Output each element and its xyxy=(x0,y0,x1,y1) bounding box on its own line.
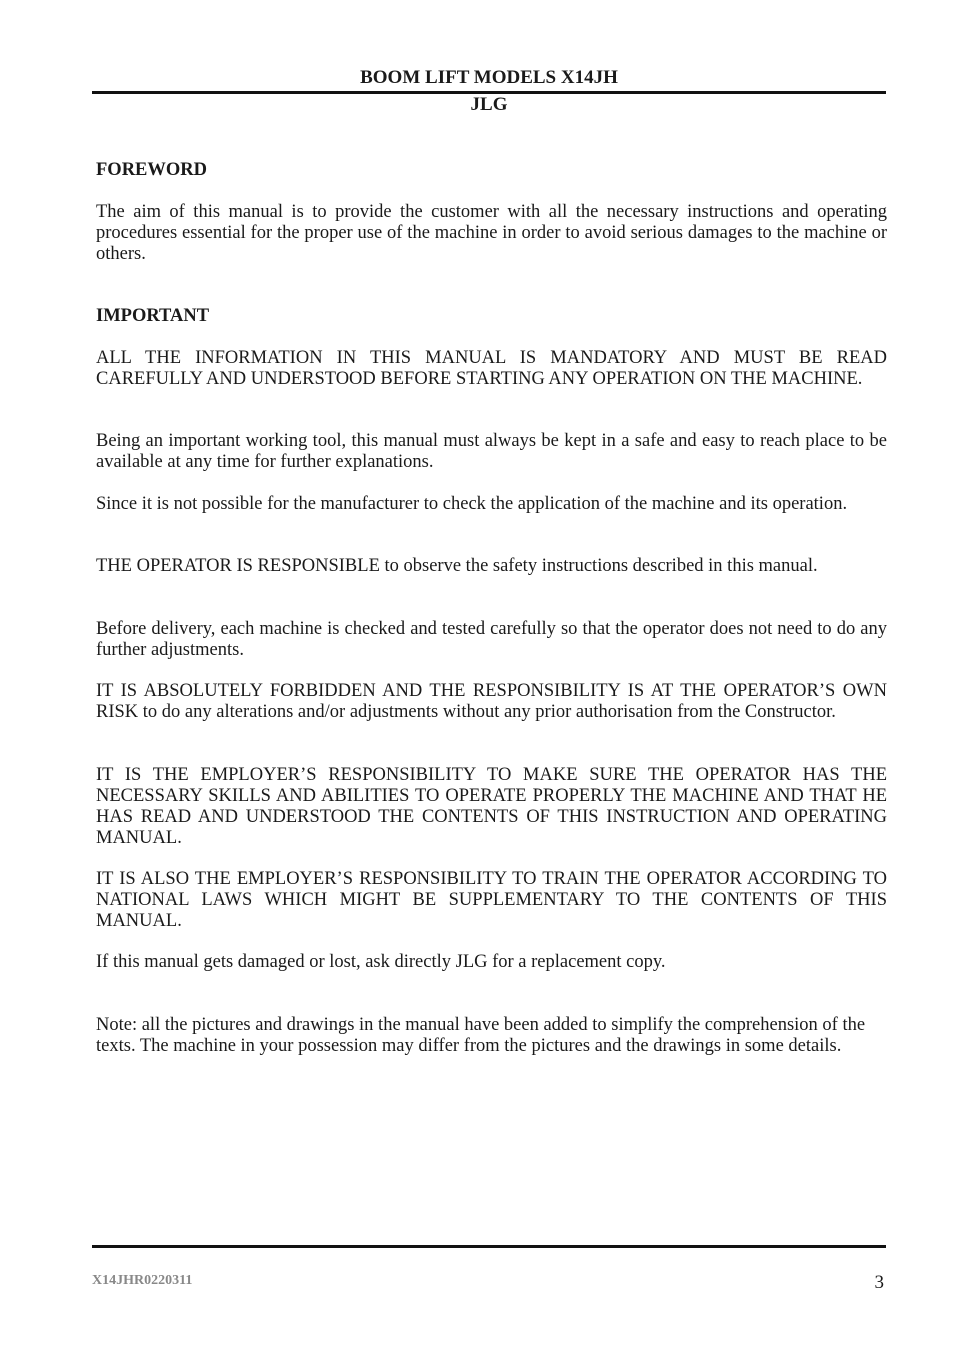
important-paragraph: If this manual gets damaged or lost, ask directly JLG for a replacement copy. xyxy=(96,952,666,972)
important-paragraph: ALL THE INFORMATION IN THIS MANUAL IS MANDATORY AND MUST BE READ CAREFULLY AND UNDERSTOOD BEFORE STARTING ANY OPERATION ON THE MACHINE. xyxy=(96,348,887,389)
document-title: BOOM LIFT MODELS X14JH xyxy=(360,67,618,88)
footer-divider xyxy=(92,1245,886,1248)
important-paragraph: Since it is not possible for the manufacturer to check the application of the machine and its operation. xyxy=(96,494,848,514)
important-heading: IMPORTANT xyxy=(96,306,210,326)
document-brand: JLG xyxy=(470,94,508,115)
important-paragraph: IT IS ABSOLUTELY FORBIDDEN AND THE RESPONSIBILITY IS AT THE OPERATOR’S OWN RISK to do any alterations and/or adjustments without any prior authorisation from the Constructor. xyxy=(96,681,887,722)
foreword-paragraph: The aim of this manual is to provide the customer with all the necessary instructions and operating procedures essential for the proper use of the machine in order to avoid serious damages to the machine or others. xyxy=(96,202,887,264)
page-number: 3 xyxy=(874,1272,884,1293)
important-paragraph: IT IS ALSO THE EMPLOYER’S RESPONSIBILITY TO TRAIN THE OPERATOR ACCORDING TO NATIONAL LAWS WHICH MIGHT BE SUPPLEMENTARY TO THE CONTENTS OF THIS MANUAL. xyxy=(96,869,887,931)
note-paragraph: Note: all the pictures and drawings in the manual have been added to simplify the comprehension of the texts. The machine in your possession may differ from the pictures and the drawings in some details. xyxy=(96,1015,866,1056)
important-paragraph: Before delivery, each machine is checked and tested carefully so that the operator does not need to do any further adjustments. xyxy=(96,619,887,660)
important-paragraph: IT IS THE EMPLOYER’S RESPONSIBILITY TO MAKE SURE THE OPERATOR HAS THE NECESSARY SKILLS AND ABILITIES TO OPERATE PROPERLY THE MACHINE AND THAT HE HAS READ AND UNDERSTOOD THE CONTENTS OF THIS INSTRUCTION AND OPERATING MANUAL. xyxy=(96,765,887,848)
foreword-heading: FOREWORD xyxy=(96,160,207,180)
important-paragraph: Being an important working tool, this manual must always be kept in a safe and easy to reach place to be available at any time for further explanations. xyxy=(96,431,887,472)
important-paragraph: THE OPERATOR IS RESPONSIBLE to observe the safety instructions described in this manual. xyxy=(96,556,818,576)
document-code: X14JHR0220311 xyxy=(92,1273,193,1288)
